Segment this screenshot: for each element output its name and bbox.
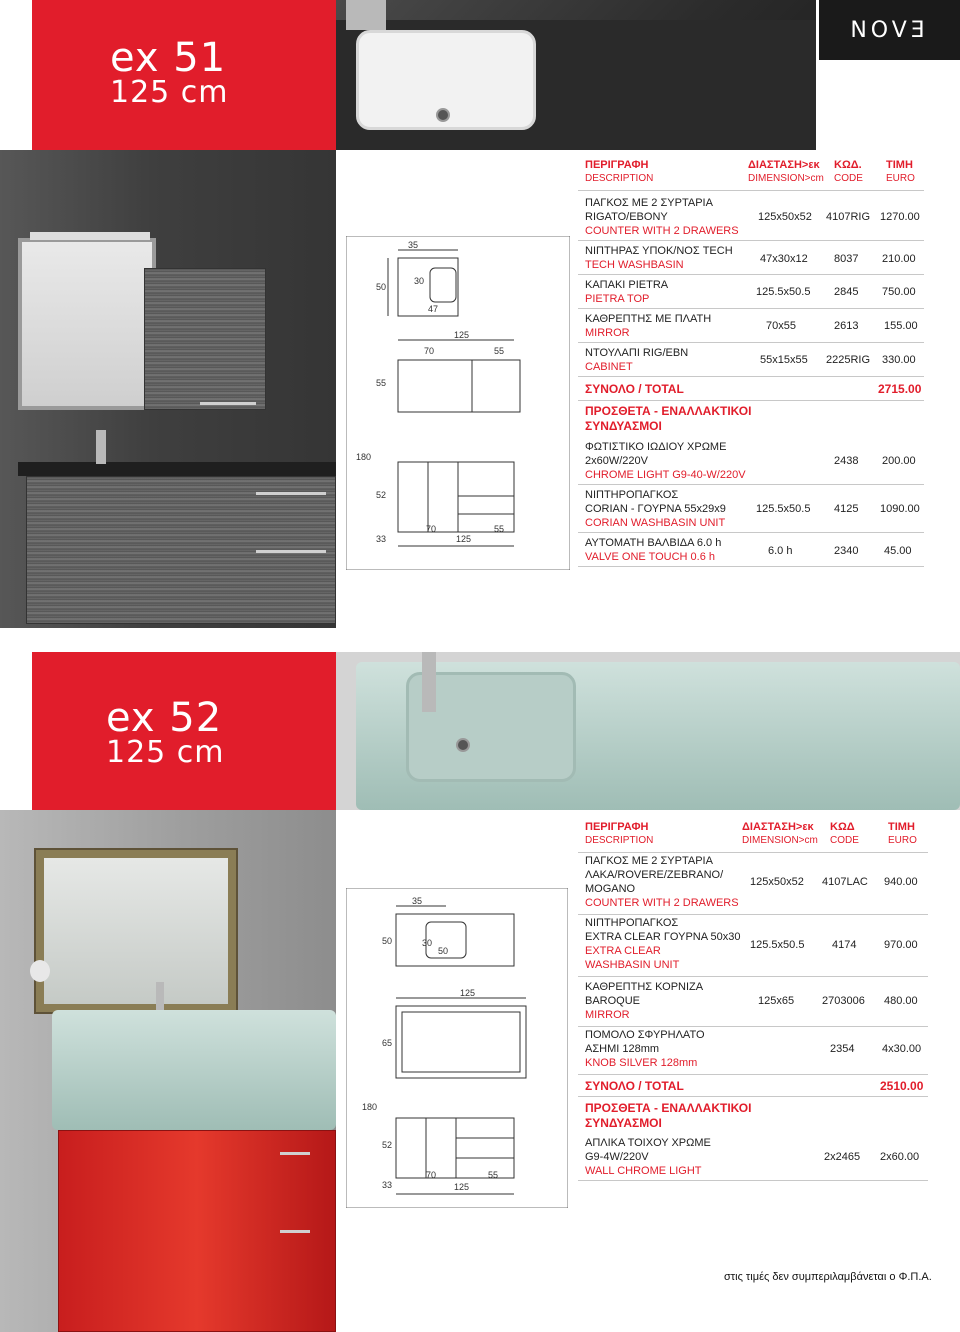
technical-drawing-ex51 — [346, 236, 570, 570]
item-desc-en: MIRROR — [585, 327, 630, 339]
dim-50: 50 — [376, 282, 387, 292]
header-price-en: EURO — [886, 173, 915, 184]
dim-55: 55 — [488, 1170, 499, 1180]
item-code: 2225RIG — [826, 354, 871, 366]
mirror — [18, 238, 156, 410]
row-divider — [578, 976, 928, 977]
header-row-divider — [578, 852, 928, 853]
extra-price: 2x60.00 — [880, 1151, 920, 1163]
item-price: 210.00 — [882, 253, 916, 265]
dim-55b: 55 — [376, 378, 387, 388]
item-code: 8037 — [834, 253, 859, 265]
row-divider — [578, 342, 924, 343]
dim-35: 35 — [408, 240, 419, 250]
dim-125: 125 — [454, 330, 470, 340]
brand-logo: NOVƎ — [819, 0, 960, 60]
dim-180: 180 — [356, 452, 372, 462]
item-price: 4x30.00 — [882, 1043, 922, 1055]
row-divider — [578, 1074, 928, 1075]
header-description: ΠΕΡΙΓΡΑΦΗ — [585, 159, 649, 171]
dim-33: 33 — [382, 1180, 393, 1190]
extra-desc-en: CHROME LIGHT G9-40-W/220V — [585, 469, 746, 481]
item-desc-en: EXTRA CLEAR — [585, 945, 661, 957]
product-size: 125 cm — [110, 75, 229, 110]
extras-title-2: ΣΥΝΔΥΑΣΜΟΙ — [585, 1116, 662, 1130]
item-desc-en: CABINET — [585, 361, 633, 373]
dim-50b: 50 — [438, 946, 449, 956]
item-desc-2: RIGATO/EBONY — [585, 211, 668, 223]
extra-price: 1090.00 — [880, 503, 920, 515]
item-code: 4107LAC — [822, 876, 868, 888]
extras-title: ΠΡΟΣΘΕΤΑ - ΕΝΑΛΛΑΚΤΙΚΟΙ — [585, 404, 752, 418]
drawer-handle-2 — [256, 550, 326, 553]
item-dimension: 70x55 — [766, 320, 796, 332]
item-code: 2613 — [834, 320, 859, 332]
item-desc: ΠΑΓΚΟΣ ΜΕ 2 ΣΥΡΤΑΡΙΑ — [585, 855, 713, 867]
item-dimension: 125x65 — [758, 995, 795, 1007]
extra-desc: ΦΩΤΙΣΤΙΚΟ ΙΩΔΙΟΥ ΧΡΩΜΕ — [585, 441, 727, 453]
item-desc-en-2: WASHBASIN UNIT — [585, 959, 680, 971]
header-row-divider — [578, 190, 924, 191]
item-desc: ΠΟΜΟΛΟ ΣΦΥΡΗΛΑΤΟ — [585, 1029, 705, 1041]
item-desc: ΚΑΘΡΕΠΤΗΣ ΜΕ ΠΛΑΤΗ — [585, 313, 712, 325]
extra-price: 45.00 — [884, 545, 912, 557]
faucet — [96, 430, 106, 464]
drain-icon — [456, 738, 470, 752]
extra-code: 2340 — [834, 545, 859, 557]
item-desc-en: COUNTER WITH 2 DRAWERS — [585, 225, 739, 237]
technical-drawing-ex52 — [346, 888, 568, 1208]
product-title: ex 51 — [110, 35, 227, 81]
dim-50: 50 — [382, 936, 393, 946]
countertop — [18, 462, 336, 476]
dim-52: 52 — [376, 490, 387, 500]
glass-countertop — [52, 1010, 336, 1130]
item-desc-2: ΑΣΗΜΙ 128mm — [585, 1043, 660, 1055]
vat-footnote: στις τιμές δεν συμπεριλαμβάνεται ο Φ.Π.Α. — [724, 1271, 932, 1283]
row-divider — [578, 1096, 928, 1097]
extra-desc: ΝΙΠΤΗΡΟΠΑΓΚΟΣ — [585, 489, 679, 501]
header-dimension-en: DIMENSION>cm — [748, 173, 824, 184]
row-divider — [578, 308, 924, 309]
knob — [280, 1230, 310, 1233]
row-divider — [578, 1180, 928, 1181]
header-description: ΠΕΡΙΓΡΑΦΗ — [585, 821, 649, 833]
dim-30: 30 — [422, 938, 433, 948]
dim-70b: 70 — [426, 524, 437, 534]
dim-65: 65 — [382, 1038, 393, 1048]
header-code-en: CODE — [830, 835, 859, 846]
item-dimension: 125.5x50.5 — [756, 286, 811, 298]
dim-125b: 125 — [456, 534, 472, 544]
header-price: ΤΙΜΗ — [886, 159, 913, 171]
item-price: 940.00 — [884, 876, 918, 888]
header-description-en: DESCRIPTION — [585, 173, 654, 184]
total-value: 2715.00 — [878, 382, 922, 396]
item-desc-3: MOGANO — [585, 883, 636, 895]
price-table-ex52 — [578, 818, 928, 1184]
item-desc: ΚΑΘΡΕΠΤΗΣ ΚΟΡΝΙΖΑ — [585, 981, 704, 993]
extra-desc-2: G9-4W/220V — [585, 1151, 649, 1163]
faucet — [422, 652, 436, 712]
extra-code: 2438 — [834, 455, 859, 467]
header-dimension-en: DIMENSION>cm — [742, 835, 818, 846]
dim-55: 55 — [494, 346, 505, 356]
item-price: 970.00 — [884, 939, 918, 951]
header-code: ΚΩΔ. — [834, 159, 862, 171]
dim-125: 125 — [460, 988, 476, 998]
item-price: 1270.00 — [880, 211, 920, 223]
header-description-en: DESCRIPTION — [585, 835, 654, 846]
item-code: 2354 — [830, 1043, 855, 1055]
item-code: 4174 — [832, 939, 857, 951]
header-code: ΚΩΔ — [830, 821, 855, 833]
item-desc: ΚΑΠΑΚΙ PIETRA — [585, 279, 669, 291]
row-divider — [578, 532, 924, 533]
item-desc-2: ΛΑΚΑ/ROVERE/ZEBRANO/ — [585, 869, 724, 881]
extra-desc: ΑΠΛΙΚΑ ΤΟΙΧΟΥ ΧΡΩΜΕ — [585, 1137, 711, 1149]
extra-dimension: 125.5x50.5 — [756, 503, 811, 515]
extras-title-2: ΣΥΝΔΥΑΣΜΟΙ — [585, 419, 662, 433]
extras-title: ΠΡΟΣΘΕΤΑ - ΕΝΑΛΛΑΚΤΙΚΟΙ — [585, 1101, 752, 1115]
item-price: 155.00 — [884, 320, 918, 332]
dim-125b: 125 — [454, 1182, 470, 1192]
extra-price: 200.00 — [882, 455, 916, 467]
header-price-en: EURO — [888, 835, 917, 846]
header-dimension: ΔΙΑΣΤΑΣΗ>εκ — [748, 159, 820, 171]
item-desc-en: MIRROR — [585, 1009, 630, 1021]
wall-light — [30, 960, 50, 982]
header-price: ΤΙΜΗ — [888, 821, 915, 833]
item-dimension: 55x15x55 — [760, 354, 808, 366]
sink-photo-ex51 — [336, 0, 816, 150]
item-desc-en: PIETRA TOP — [585, 293, 650, 305]
item-dimension: 125x50x52 — [750, 876, 804, 888]
dim-55c: 55 — [494, 524, 505, 534]
item-dimension: 47x30x12 — [760, 253, 808, 265]
extra-desc-en: WALL CHROME LIGHT — [585, 1165, 702, 1177]
extra-code: 2x2465 — [824, 1151, 861, 1163]
item-price: 750.00 — [882, 286, 916, 298]
item-dimension: 125.5x50.5 — [750, 939, 805, 951]
dim-70: 70 — [426, 1170, 437, 1180]
item-desc: ΠΑΓΚΟΣ ΜΕ 2 ΣΥΡΤΑΡΙΑ — [585, 197, 713, 209]
extra-desc-en: VALVE ONE TOUCH 0.6 h — [585, 551, 716, 563]
item-desc: ΝΙΠΤΗΡΟΠΑΓΚΟΣ — [585, 917, 679, 929]
item-desc-en: TECH WASHBASIN — [585, 259, 684, 271]
row-divider — [578, 1026, 928, 1027]
baroque-mirror — [36, 850, 236, 1012]
extra-desc-2: CORIAN - ΓΟΥΡΝΑ 55x29x9 — [585, 503, 726, 515]
row-divider — [578, 914, 928, 915]
extra-desc: ΑΥΤΟΜΑΤΗ ΒΑΛΒΙΔΑ 6.0 h — [585, 537, 722, 549]
title-box-ex52 — [32, 652, 336, 810]
item-desc-en: COUNTER WITH 2 DRAWERS — [585, 897, 739, 909]
row-divider — [578, 566, 924, 567]
extra-code: 4125 — [834, 503, 859, 515]
item-desc-en: KNOB SILVER 128mm — [585, 1057, 698, 1069]
light-fixture — [30, 232, 150, 240]
item-desc: ΝΙΠΤΗΡΑΣ ΥΠΟΚ/ΝΟΣ TECH — [585, 245, 733, 257]
dim-180: 180 — [362, 1102, 378, 1112]
item-desc-2: BAROQUE — [585, 995, 641, 1007]
product-size: 125 cm — [106, 735, 225, 770]
drawer-handle-1 — [256, 492, 326, 495]
dim-47: 47 — [428, 304, 439, 314]
item-code: 2845 — [834, 286, 859, 298]
extra-desc-en: CORIAN WASHBASIN UNIT — [585, 517, 726, 529]
dim-33: 33 — [376, 534, 387, 544]
dim-30: 30 — [414, 276, 425, 286]
header-code-en: CODE — [834, 173, 863, 184]
item-code: 4107RIG — [826, 211, 871, 223]
row-divider — [578, 240, 924, 241]
row-divider — [578, 274, 924, 275]
item-price: 330.00 — [882, 354, 916, 366]
furniture-photo-ex51 — [0, 150, 336, 628]
extra-dimension: 6.0 h — [768, 545, 793, 557]
row-divider — [578, 376, 924, 377]
item-code: 2703006 — [822, 995, 865, 1007]
cabinet-handle — [200, 402, 256, 405]
total-label: ΣΥΝΟΛΟ / TOTAL — [585, 1079, 684, 1093]
dim-52: 52 — [382, 1140, 393, 1150]
drain-icon — [436, 108, 450, 122]
faucet — [346, 0, 386, 30]
total-value: 2510.00 — [880, 1079, 924, 1093]
item-price: 480.00 — [884, 995, 918, 1007]
row-divider — [578, 484, 924, 485]
item-dimension: 125x50x52 — [758, 211, 812, 223]
furniture-photo-ex52 — [0, 810, 336, 1332]
title-box-ex51 — [32, 0, 336, 150]
item-desc-2: EXTRA CLEAR ΓΟΥΡΝΑ 50x30 — [585, 931, 741, 943]
dim-70: 70 — [424, 346, 435, 356]
extra-desc-2: 2x60W/220V — [585, 455, 648, 467]
header-dimension: ΔΙΑΣΤΑΣΗ>εκ — [742, 821, 814, 833]
price-table-ex51 — [578, 156, 924, 576]
knob — [280, 1152, 310, 1155]
dim-35: 35 — [412, 896, 423, 906]
wall-cabinet — [144, 268, 266, 410]
item-desc: ΝΤΟΥΛΑΠΙ RIG/EBN — [585, 347, 689, 359]
row-divider — [578, 400, 924, 401]
total-label: ΣΥΝΟΛΟ / TOTAL — [585, 382, 684, 396]
product-title: ex 52 — [106, 695, 223, 741]
sink-photo-ex52 — [336, 652, 960, 810]
